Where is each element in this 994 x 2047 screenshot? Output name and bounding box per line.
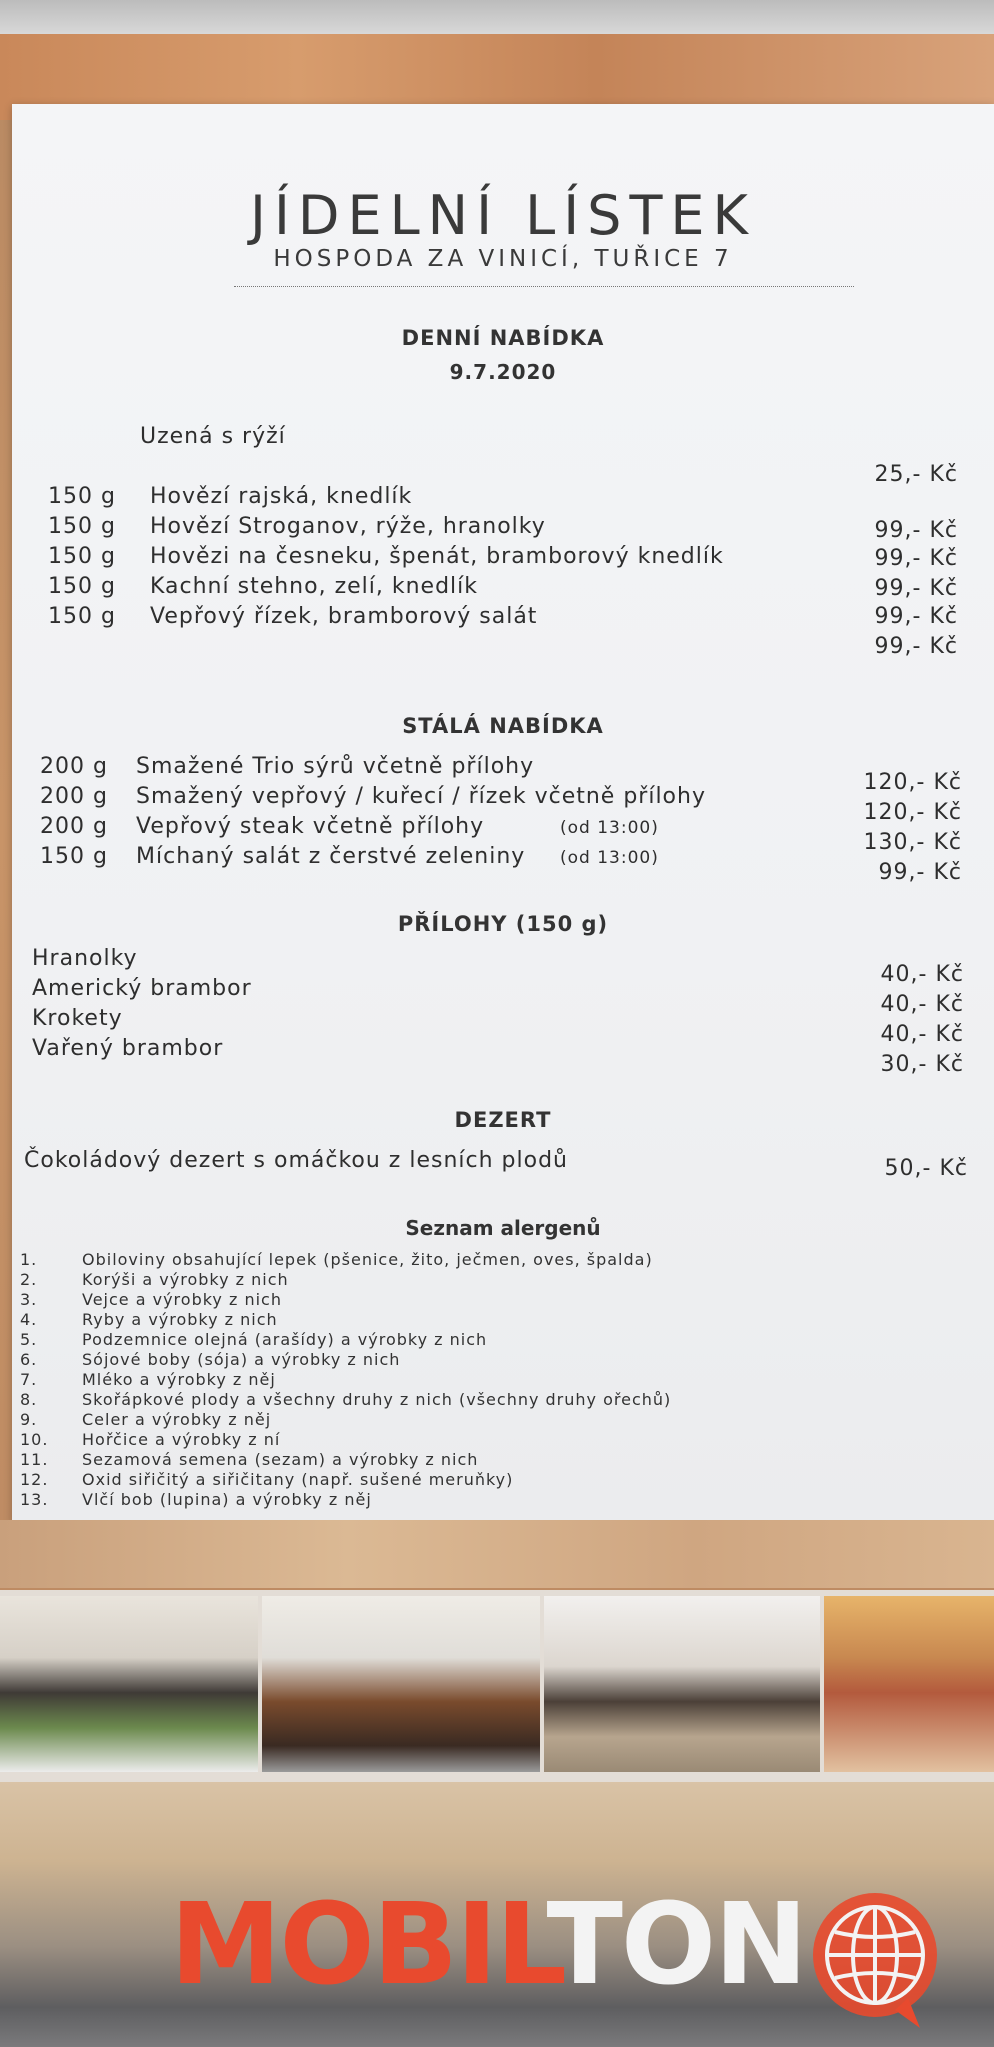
item-price: 130,- Kč [863,830,962,855]
section-heading-standing: STÁLÁ NABÍDKA [402,714,604,738]
item-price: 40,- Kč [880,992,964,1017]
section-heading-sides: PŘÍLOHY (150 g) [397,912,609,936]
interior-detail-photo [824,1596,994,1772]
item-name: Vepřový řízek, bramborový salát [150,604,538,629]
wood-background-top [0,0,994,120]
bar-counter-photo [262,1596,540,1772]
item-name: Smažený vepřový / kuřecí / řízek včetně přílohy [136,784,706,809]
watermark-logo [170,1880,806,2010]
item-price: 30,- Kč [880,1052,964,1077]
dining-hall-photo [0,1596,258,1772]
list-item: Krokety [32,1006,123,1031]
dessert-name: Čokoládový dezert s omáčkou z lesních plodů [24,1148,568,1173]
item-name: Hovězi na česneku, špenát, bramborový knedlík [150,544,724,569]
item-note: (od 13:00) [560,818,659,838]
item-price: 99,- Kč [874,518,958,543]
item-weight: 150 g [48,514,116,539]
restaurant-address: HOSPODA ZA VINICÍ, TUŘICE 7 [273,246,733,272]
list-item: Hranolky [32,946,138,971]
section-heading-dessert: DEZERT [454,1108,552,1132]
item-name: Hovězí Stroganov, rýže, hranolky [150,514,546,539]
list-item: Americký brambor [32,976,252,1001]
soup-name: Uzená s rýží [140,424,286,449]
item-price: 120,- Kč [863,770,962,795]
dessert-price: 50,- Kč [884,1156,968,1181]
item-weight: 150 g [48,484,116,509]
allergens-heading: Seznam alergenů [405,1216,601,1240]
wood-background-middle [0,1520,994,1588]
globe-icon [800,1880,950,2030]
menu-date: 9.7.2020 [449,360,557,384]
photo-strip [0,1590,994,1782]
item-weight: 200 g [40,754,108,779]
item-price: 99,- Kč [874,634,958,659]
title-divider [234,286,854,287]
item-weight: 150 g [40,844,108,869]
item-weight: 150 g [48,544,116,569]
item-price: 120,- Kč [863,800,962,825]
list-item: Vařený brambor [32,1036,224,1061]
item-price: 99,- Kč [874,546,958,571]
menu-title: JÍDELNÍ LÍSTEK [250,184,756,247]
item-name: Míchaný salát z čerstvé zeleniny [136,844,526,869]
item-name: Hovězí rajská, knedlík [150,484,413,509]
soup-price: 25,- Kč [874,462,958,487]
item-weight: 200 g [40,814,108,839]
item-price: 99,- Kč [874,576,958,601]
logo-text-mobil: MOBIL [170,1880,547,2010]
item-name: Kachní stehno, zelí, knedlík [150,574,479,599]
item-name: Vepřový steak včetně přílohy [136,814,485,839]
item-price: 99,- Kč [874,604,958,629]
item-price: 40,- Kč [880,1022,964,1047]
item-weight: 150 g [48,574,116,599]
logo-text-ton: TON [546,1880,806,2010]
item-name: Smažené Trio sýrů včetně přílohy [136,754,535,779]
item-price: 99,- Kč [878,860,962,885]
section-heading-daily: DENNÍ NABÍDKA [401,326,605,350]
menu-sheet: JÍDELNÍ LÍSTEK HOSPODA ZA VINICÍ, TUŘICE 7 DENNÍ NABÍDKA 9.7.2020 Uzená s rýží 25,- Kč 150 g Hovězí rajská, knedlík 99,- Kč 150 g Hovězí Stroganov, rýže, hranolky 99,- Kč 150 g Hovězi na česneku, špenát, bramborový knedlík 99,- Kč 150 g Kachní stehno, zelí, knedlík 99,- Kč 150 g Vepřový řízek, bramborový salát 99,- Kč STÁLÁ NABÍDKA 200 g Smažené Trio sýrů včetně přílohy 120,- Kč 200 g Smažený vepřový / kuřecí / řízek včetně přílohy 120,- Kč 200 g Vepřový steak včetně přílohy (od 13:00) 130,- Kč 150 g Míchaný salát z čerstvé zeleniny (od 13:00) 99,- Kč PŘÍLOHY (150 g) Hranolky 40,- Kč Americký brambor 40,- Kč Krokety 40,- Kč Vařený brambor 30,- Kč DEZERT Čokoládový dezert s omáčkou z lesních plodů 50,- Kč Seznam alergenů 1. Obiloviny obsahující lepek (pšenice, žito, ječmen, oves, špalda) 2. Korýši a výrobky z nich 3. Vejce a výrobky z nich 4. Ryby a výrobky z nich 5. Podzemnice olejná (arašídy) a výrobky z nich 6. Sójové boby (sója) a výrobky z nich 7. Mléko a výrobky z něj 8. Skořápkové plody a všechny druhy z nich (všechny druhy ořechů) 9. Celer a výrobky z něj 10. Hořčice a výrobky z ní 11. Sezamová semena (sezam) a výrobky z nich 12. Oxid siřičitý a siřičitany (např. sušené meruňky) 13. Vlčí bob (lupina) a výrobky z něj [12,104,994,1522]
item-price: 40,- Kč [880,962,964,987]
item-weight: 200 g [40,784,108,809]
item-weight: 150 g [48,604,116,629]
item-note: (od 13:00) [560,848,659,868]
restaurant-room-photo [544,1596,820,1772]
